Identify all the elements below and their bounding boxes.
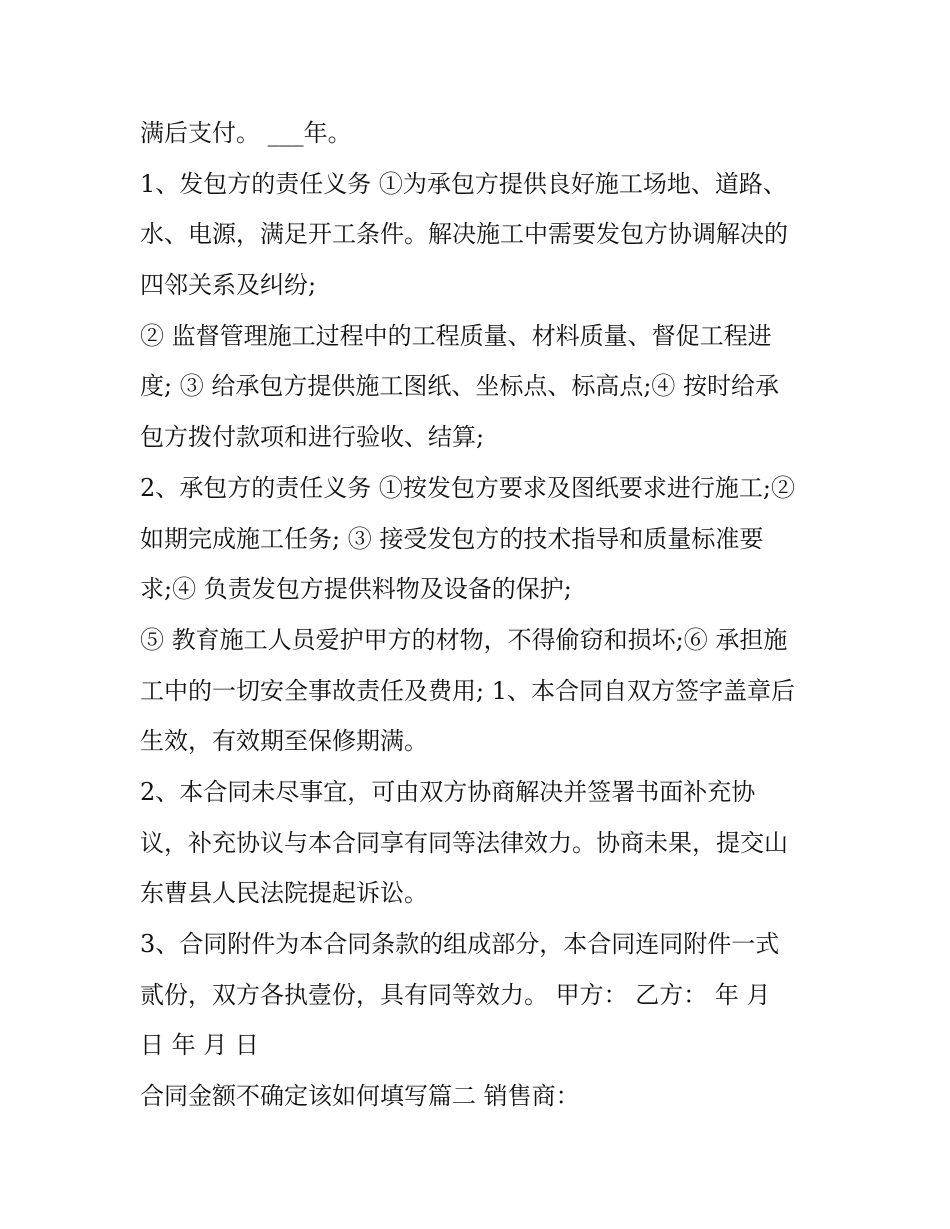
- text-line: ⑤ 教育施工人员爱护甲方的材物，不得偷窃和损坏;⑥ 承担施: [140, 625, 788, 654]
- text-line: 求;④ 负责发包方提供料物及设备的保护;: [140, 575, 572, 604]
- text-line: 满后支付。 ___年。: [140, 119, 352, 147]
- text-line: 2、承包方的责任义务 ①按发包方要求及图纸要求进行施工;②: [140, 473, 795, 502]
- text-line: 3、合同附件为本合同条款的组成部分，本合同连同附件一式: [140, 930, 780, 958]
- text-line: 水、电源，满足开工条件。解决施工中需要发包方协调解决的: [140, 220, 788, 249]
- text-line: 1、发包方的责任义务 ①为承包方提供良好施工场地、道路、: [140, 169, 787, 198]
- text-line: 生效，有效期至保修期满。: [140, 727, 428, 756]
- document-body: [140, 108, 830, 1122]
- text-line: 合同金额不确定该如何填写篇二 销售商：: [140, 1082, 580, 1111]
- text-line: 日 年 月 日: [140, 1031, 259, 1060]
- text-line: 议，补充协议与本合同享有同等法律效力。协商未果，提交山: [140, 828, 788, 857]
- text-line: ② 监督管理施工过程中的工程质量、材料质量、督促工程进: [140, 321, 772, 350]
- text-line: 东曹县人民法院提起诉讼。: [140, 879, 428, 908]
- text-line: 工中的一切安全事故责任及费用; 1、本合同自双方签字盖章后: [140, 676, 795, 705]
- text-line: 度; ③ 给承包方提供施工图纸、坐标点、标高点;④ 按时给承: [140, 372, 780, 401]
- text-line: 2、本合同未尽事宜，可由双方协商解决并签署书面补充协: [140, 777, 756, 806]
- text-line: 包方拨付款项和进行验收、结算;: [140, 423, 485, 452]
- text-line: 贰份，双方各执壹份，具有同等效力。 甲方： 乙方： 年 月: [140, 980, 771, 1009]
- text-line: 如期完成施工任务; ③ 接受发包方的技术指导和质量标准要: [140, 524, 764, 553]
- text-line: 四邻关系及纠纷;: [140, 271, 317, 300]
